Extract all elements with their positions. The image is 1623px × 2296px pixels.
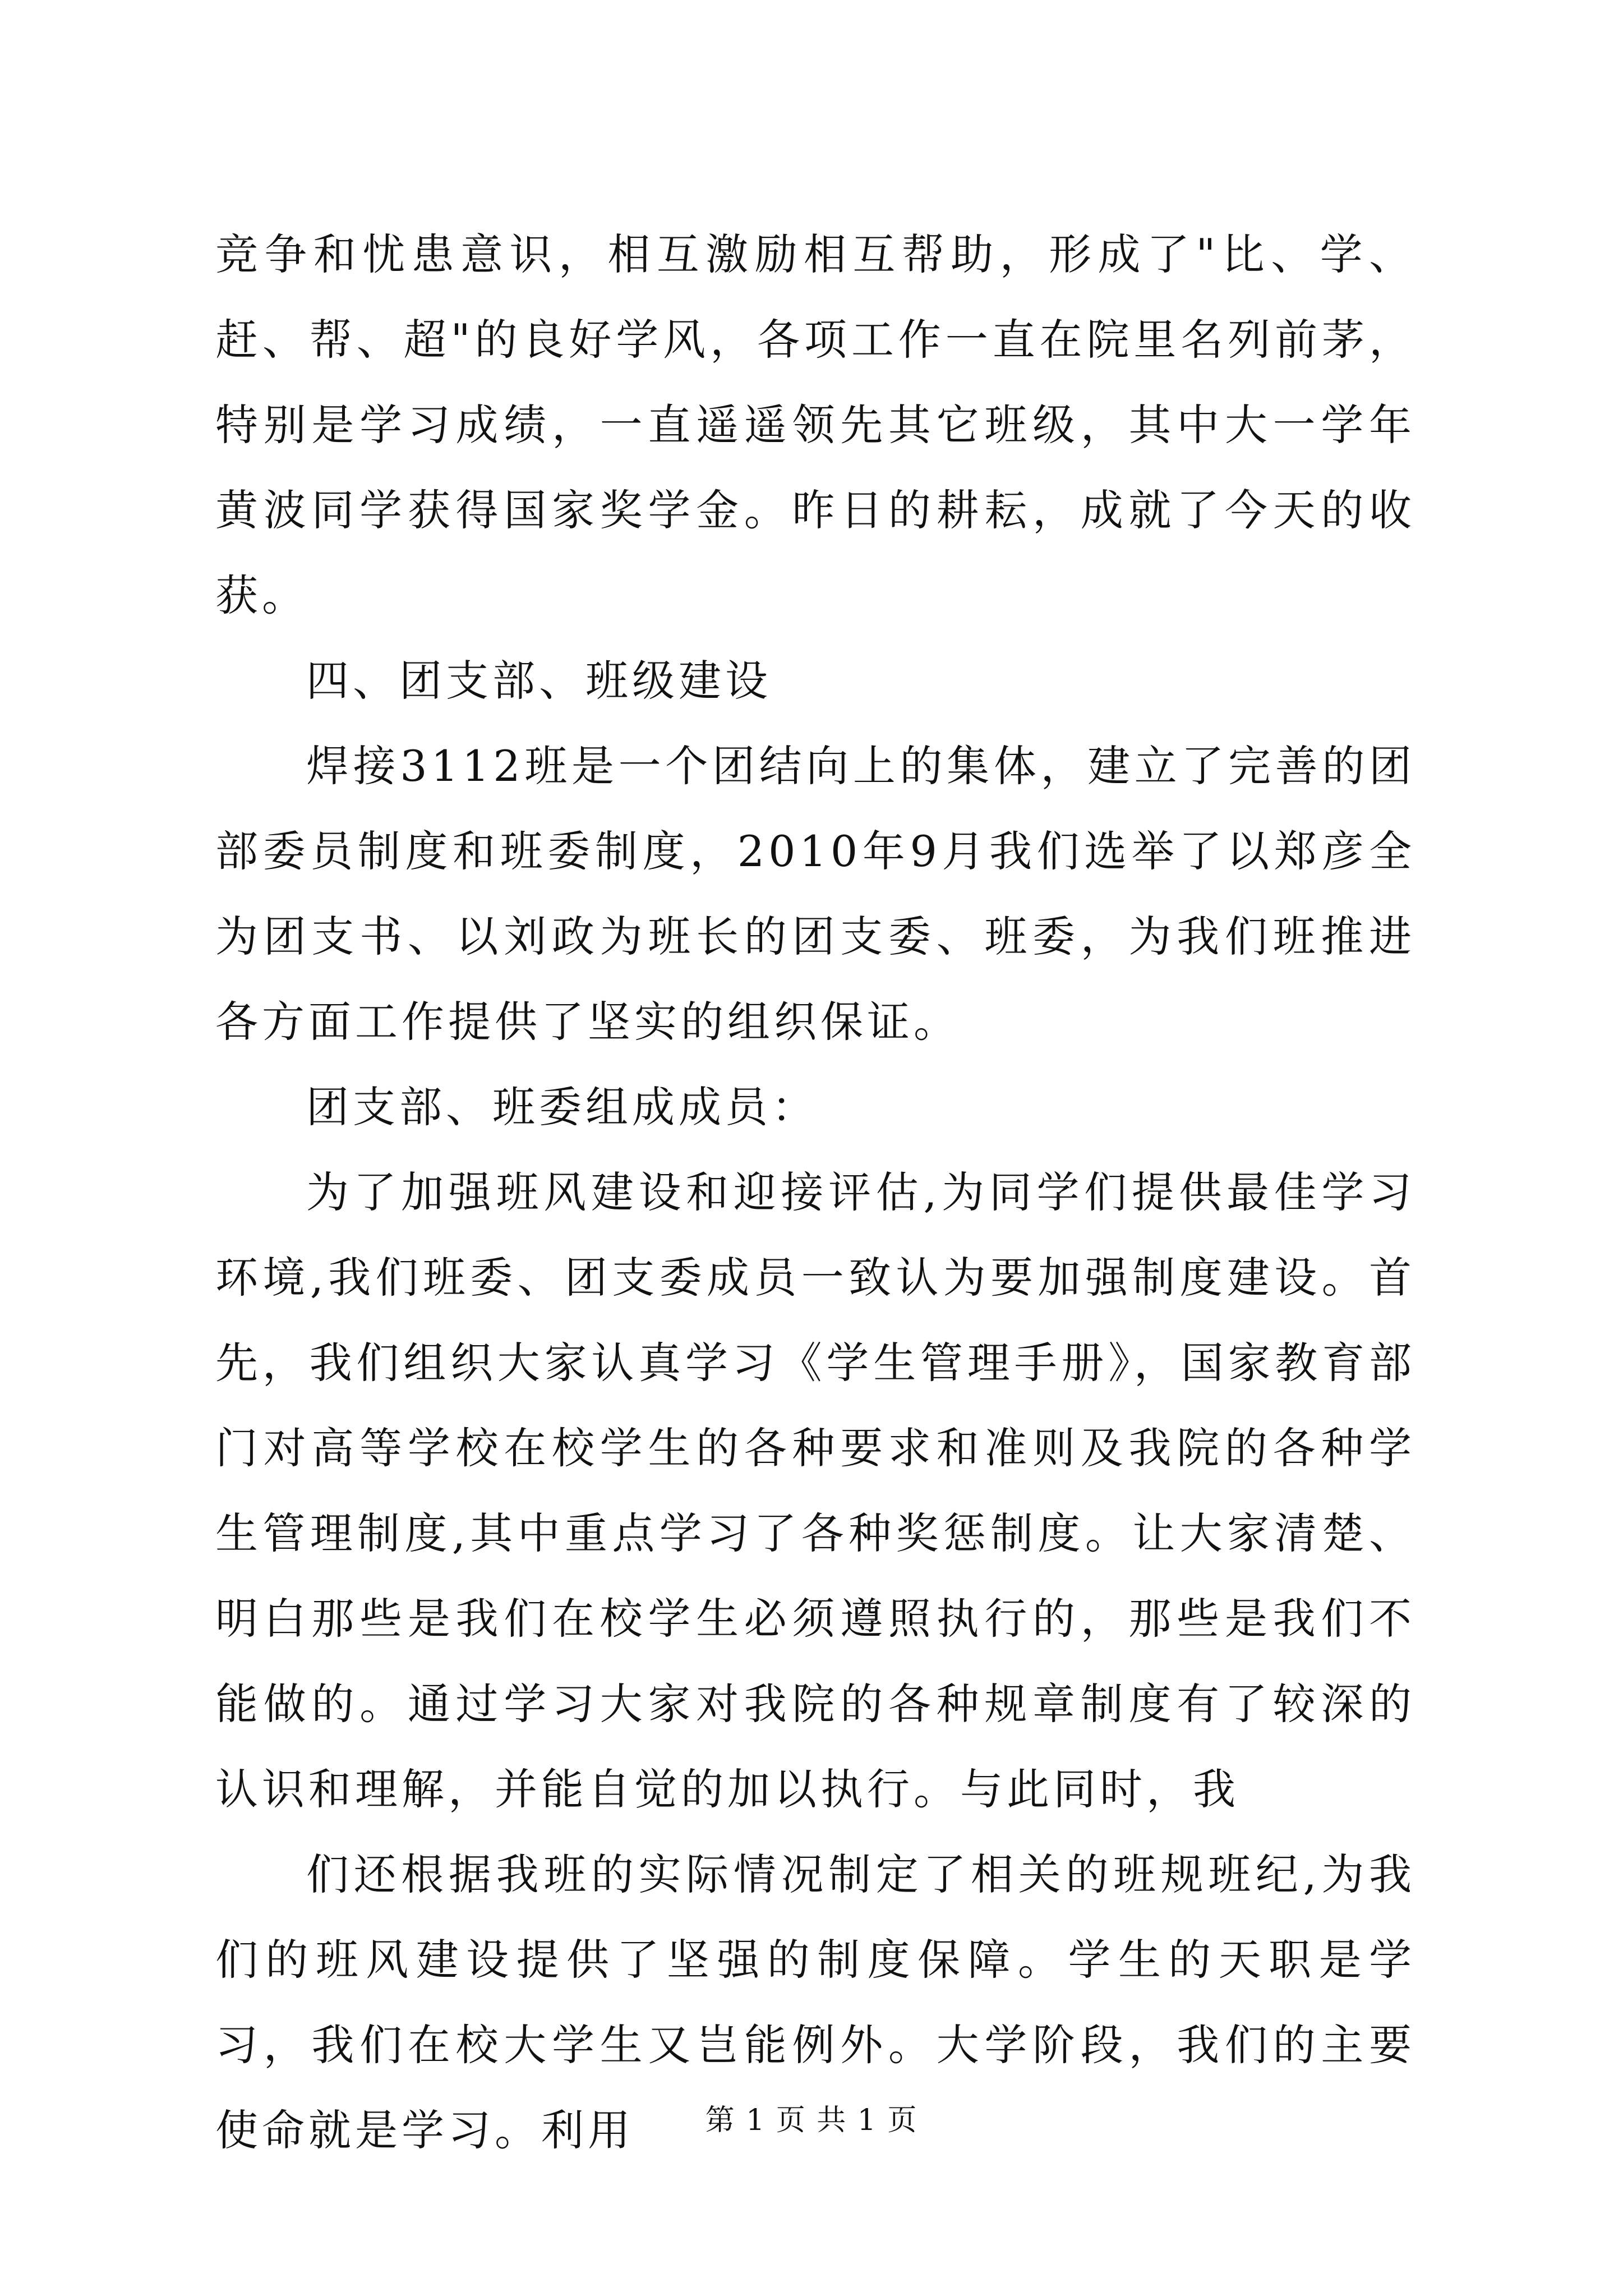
document-body <box>215 212 1415 2173</box>
paragraph-3: 焊接3112班是一个团结向上的集体，建立了完善的团部委员制度和班委制度，2010年9月我们选举了以郑彦全为团支书、以刘政为班长的团支委、班委，为我们班推进各方面工作提供了坚实的组织保证。 <box>215 741 1415 1047</box>
paragraph-5: 为了加强班风建设和迎接评估,为同学们提供最佳学习环境,我们班委、团支委成员一致认为要加强制度建设。首先，我们组织大家认真学习《学生管理手册》，国家教育部门对高等学校在校学生的各种要求和准则及我院的各种学生管理制度,其中重点学习了各种奖惩制度。让大家清楚、明白那些是我们在校学生必须遵照执行的，那些是我们不能做的。通过学习大家对我院的各种规章制度有了较深的认识和理解，并能自觉的加以执行。与此同时，我 <box>215 1167 1415 1814</box>
paragraph-1: 竞争和忧患意识，相互激励相互帮助，形成了"比、学、赶、帮、超"的良好学风，各项工作一直在院里名列前茅，特别是学习成绩，一直遥遥领先其它班级，其中大一学年黄波同学获得国家奖学金。昨日的耕耘，成就了今天的收获。 <box>215 229 1415 620</box>
section-heading-4: 四、团支部、班级建设 <box>306 656 772 706</box>
page-number-footer: 第 1 页 共 1 页 <box>705 2104 918 2137</box>
paragraph-6: 们还根据我班的实际情况制定了相关的班规班纪,为我们的班风建设提供了坚强的制度保障。学生的天职是学习，我们在校大学生又岂能例外。大学阶段，我们的主要使命就是学习。利用 <box>215 1849 1415 2155</box>
paragraph-4: 团支部、班委组成成员： <box>306 1082 818 1132</box>
